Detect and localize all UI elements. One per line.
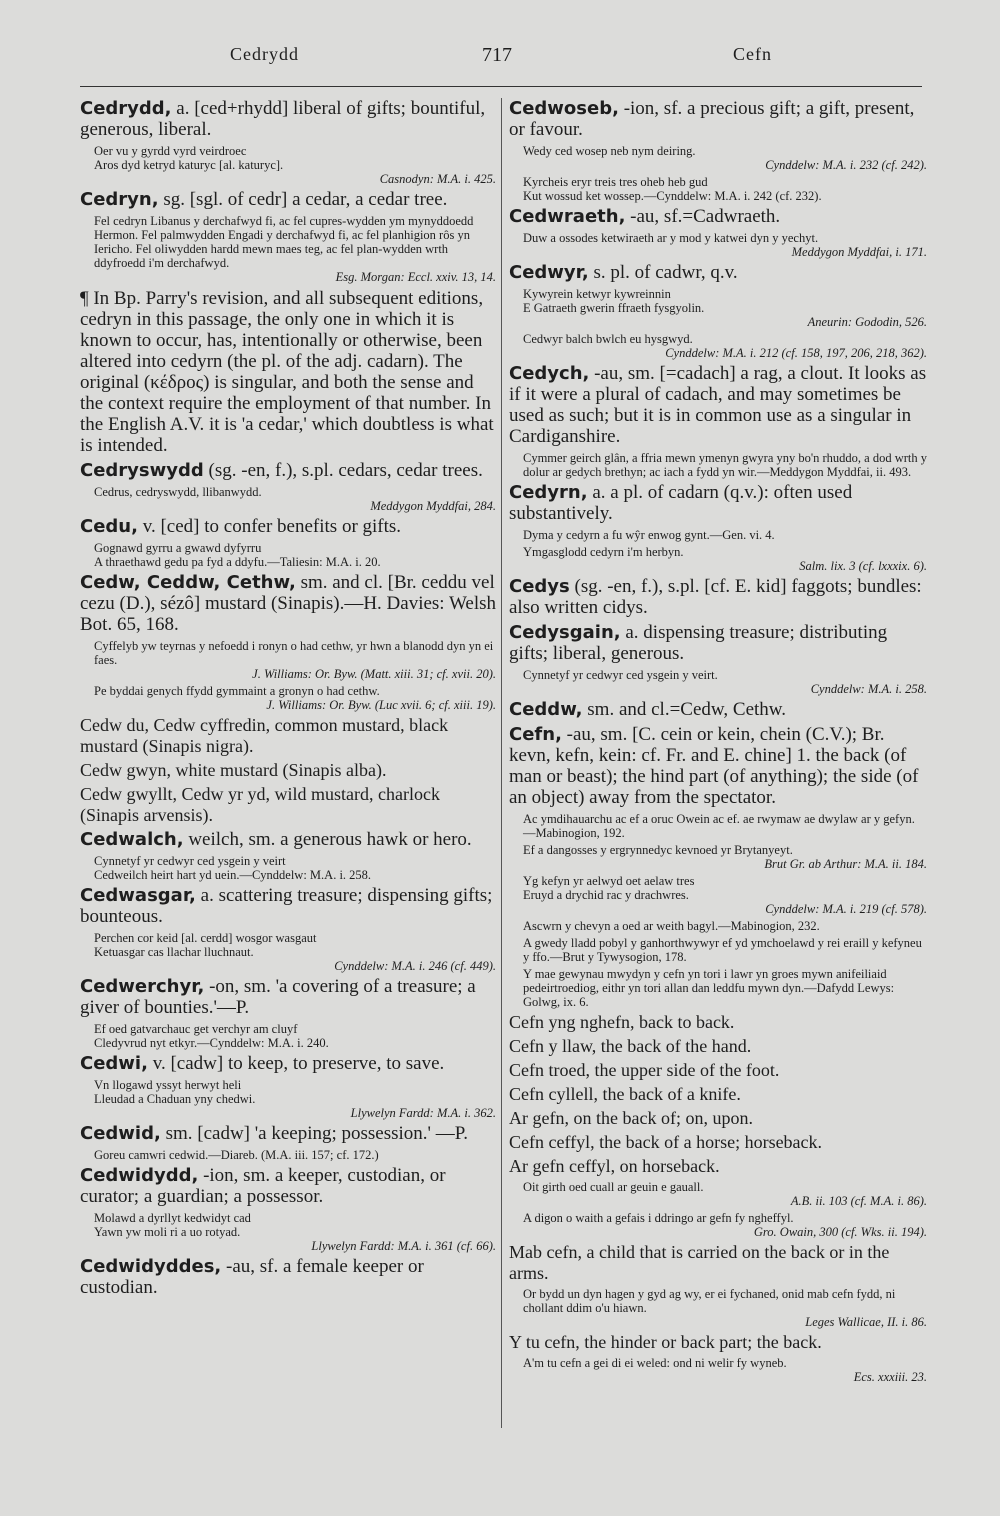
- citation-block: [509, 451, 927, 479]
- citation-block: [80, 931, 496, 973]
- citation-line: Cymmer geirch glân, a ffria mewn ymenyn gwyra yny bo'n rhuddo, a dod wrth y dolur ar gedych brethyn; ac iach a fydd yn wir.—Meddygon Myddfai, ii. 493.: [523, 451, 927, 479]
- header-rule: [80, 86, 922, 87]
- entry-headword: Cedwyr,: [509, 262, 589, 283]
- citation-line: Goreu camwri cedwid.—Diareb. (M.A. iii. 157; cf. 172.): [94, 1148, 379, 1162]
- citation-line: Cyffelyb yw teyrnas y nefoedd i ronyn o had cethw, yr hwn a blanodd dyn yn ei faes.: [94, 639, 494, 667]
- entry-definition: s. pl. of cadwr, q.v.: [593, 262, 738, 283]
- entry-definition: -au, sf. a female keeper or custodian.: [80, 1256, 424, 1298]
- dictionary-entry: [80, 572, 496, 635]
- citation-block: [80, 1022, 496, 1050]
- citation-block: [509, 812, 927, 840]
- sub-entry-phrase: Cefn cyllell, the back of a knife.: [509, 1084, 741, 1104]
- entry-definition: a. a pl. of cadarn (q.v.): often used substantively.: [509, 482, 853, 524]
- entry-headword: Cedu,: [80, 516, 138, 537]
- entry-headword: Cedwid,: [80, 1123, 161, 1144]
- citation-source: Casnodyn: M.A. i. 425.: [379, 172, 496, 186]
- dictionary-entry: [80, 829, 496, 850]
- entry-definition: -on, sm. 'a covering of a treasure; a giver of bounties.'—P.: [80, 976, 476, 1018]
- citation-source: Meddygon Myddfai, 284.: [370, 499, 496, 513]
- entry-headword: Ceddw,: [509, 699, 583, 720]
- entry-headword: Cedwasgar,: [80, 885, 196, 906]
- entry-headword: Cedysgain,: [509, 622, 621, 643]
- citation-block: [80, 1211, 496, 1253]
- citation-line: Cedweilch heirt hart yd uein.—Cynddelw: M.A. i. 258.: [94, 868, 372, 882]
- citation-block: [80, 144, 496, 186]
- citation-source: Aneurin: Gododin, 526.: [807, 315, 927, 329]
- citation-line: A digon o waith a gefais i ddringo ar gefn fy ngheffyl.: [523, 1211, 794, 1225]
- dictionary-entry: [509, 363, 927, 447]
- citation-source: Cynddelw: M.A. i. 232 (cf. 242).: [765, 158, 927, 172]
- entry-headword: Cedys: [509, 576, 570, 597]
- page-number: 717: [482, 44, 512, 66]
- citation-block: [509, 919, 927, 933]
- entry-definition: a. scattering treasure; dispensing gifts; bounteous.: [80, 885, 493, 927]
- citation-block: [80, 1148, 496, 1162]
- dictionary-entry: [509, 724, 927, 808]
- dictionary-entry: [509, 262, 927, 283]
- citation-line: Ketuasgar cas llachar lluchnaut.: [94, 945, 254, 959]
- citation-source: Esg. Morgan: Eccl. xxiv. 13, 14.: [335, 270, 496, 284]
- dictionary-entry: [80, 98, 496, 140]
- citation-line: A'm tu cefn a gei di ei weled: ond ni welir fy wyneb.: [523, 1356, 787, 1370]
- citation-block: [509, 668, 927, 696]
- dictionary-entry: [80, 1256, 496, 1298]
- citation-line: Fel cedryn Libanus y derchafwyd fi, ac fel cupres-wydden ym mynyddoedd Hermon. Fel palmwydden Engadi y derchafwyd fi, ac fel planhigion rôs yn Iericho. Fel oliwydden hardd mewn maes teg, ac fel plan-wydden wrth ddyfroedd i'm derchafwyd.: [94, 214, 474, 270]
- citation-block: [509, 1180, 927, 1208]
- entry-definition: -au, sf.=Cadwraeth.: [630, 206, 781, 227]
- header-right-word: Cefn: [733, 44, 772, 64]
- entry-headword: Cedwerchyr,: [80, 976, 205, 997]
- entry-definition: -au, sm. [=cadach] a rag, a clout. It looks as if it were a plural of cadach, and may sometimes be used as such; but it is in common use as a singular in Cardiganshire.: [509, 363, 927, 447]
- citation-block: [80, 854, 496, 882]
- entry-definition: v. [ced] to confer benefits or gifts.: [142, 516, 402, 537]
- citation-block: [509, 967, 927, 1009]
- citation-line: Oer vu y gyrdd vyrd veirdroec: [94, 144, 247, 158]
- citation-line: Gognawd gyrru a gwawd dyfyrru: [94, 541, 262, 555]
- citation-line: Ascwrn y chevyn a oed ar weith bagyl.—Mabinogion, 232.: [523, 919, 820, 933]
- dictionary-entry: [80, 1165, 496, 1207]
- citation-line: Kywyrein ketwyr kywreinnin: [523, 287, 671, 301]
- sub-entry-phrase: Cedw du, Cedw cyffredin, common mustard, black mustard (Sinapis nigra).: [80, 715, 449, 756]
- dictionary-entry: [80, 516, 496, 537]
- right-column: [509, 98, 927, 1478]
- citation-line: Or bydd un dyn hagen y gyd ag wy, er ei fychaned, onid mab cefn fydd, ni chollant ddim o'u hiawn.: [523, 1287, 896, 1315]
- entry-headword: Cefn,: [509, 724, 562, 745]
- header-left-word: Cedrydd: [230, 44, 299, 64]
- entry-definition: sg. [sgl. of cedr] a cedar, a cedar tree.: [163, 189, 448, 210]
- entry-headword: Cedych,: [509, 363, 590, 384]
- citation-line: Ac ymdihauarchu ac ef a oruc Owein ac ef. ae rwymaw ae dwylaw ar y gefyn.—Mabinogion, 192.: [523, 812, 915, 840]
- sub-entry-phrase: Cedw gwyn, white mustard (Sinapis alba).: [80, 760, 387, 780]
- citation-line: Oit girth oed cuall ar geuin e gauall.: [523, 1180, 704, 1194]
- sub-entry-phrase: Mab cefn, a child that is carried on the back or in the arms.: [509, 1242, 890, 1283]
- sub-entry-phrase: Cefn troed, the upper side of the foot.: [509, 1060, 780, 1080]
- citation-source: Llywelyn Fardd: M.A. i. 362.: [350, 1106, 496, 1120]
- citation-line: Kyrcheis eryr treis tres oheb heb gud: [523, 175, 708, 189]
- citation-line: A gwedy lladd pobyl y ganhorthwywyr ef yd ymchoelawd y rei eraill y kefyneu y ffo.—Brut y Tywysogion, 178.: [523, 936, 922, 964]
- citation-line: Duw a ossodes ketwiraeth ar y mod y katwei dyn y yechyt.: [523, 231, 819, 245]
- citation-block: [80, 1078, 496, 1120]
- citation-line: Eruyd a drychid rac y drachwres.: [523, 888, 689, 902]
- citation-block: [509, 1211, 927, 1239]
- citation-source: Brut Gr. ab Arthur: M.A. ii. 184.: [764, 857, 927, 871]
- entry-definition: -ion, sm. a keeper, custodian, or curator; a guardian; a possessor.: [80, 1165, 446, 1207]
- citation-block: [509, 231, 927, 259]
- entry-definition: weilch, sm. a generous hawk or hero.: [188, 829, 472, 850]
- entry-headword: Cedwi,: [80, 1053, 148, 1074]
- entry-definition: sm. and cl.=Cedw, Cethw.: [587, 699, 787, 720]
- entry-headword: Cedryn,: [80, 189, 159, 210]
- entry-definition: (sg. -en, f.), s.pl. [cf. E. kid] faggots; bundles: also written cidys.: [509, 576, 922, 618]
- citation-block: [80, 485, 496, 513]
- entry-definition: sm. and cl. [Br. ceddu vel cezu (D.), sézô] mustard (Sinapis).—H. Davies: Welsh Bot. 65, 168.: [80, 572, 496, 635]
- sub-entry-phrase: Ar gefn ceffyl, on horseback.: [509, 1156, 720, 1176]
- dictionary-entry: [509, 482, 927, 524]
- citation-block: [509, 332, 927, 360]
- sub-entry-phrase: Cedw gwyllt, Cedw yr yd, wild mustard, charlock (Sinapis arvensis).: [80, 784, 440, 825]
- dictionary-entry: [509, 699, 927, 720]
- citation-line: Y mae gewynau mwydyn y cefn yn tori i lawr yn groes mywn anifeiliaid pedeirtroediog, eithr yn tori allan dan leddfu mywn dyn.—Dafydd Lewys: Golwg, ix. 6.: [523, 967, 895, 1009]
- entry-definition: v. [cadw] to keep, to preserve, to save.: [152, 1053, 445, 1074]
- entry-headword: Cedyrn,: [509, 482, 588, 503]
- entry-headword: Cedw, Ceddw, Cethw,: [80, 572, 296, 593]
- sub-entry-phrase: Y tu cefn, the hinder or back part; the back.: [509, 1332, 822, 1352]
- entry-definition: a. [ced+rhydd] liberal of gifts; bountiful, generous, liberal.: [80, 98, 486, 140]
- citation-line: Aros dyd ketryd katuryc [al. katuryc].: [94, 158, 284, 172]
- citation-line: Cledyvrud nyt etkyr.—Cynddelw: M.A. i. 240.: [94, 1036, 329, 1050]
- left-column: [80, 98, 496, 1448]
- citation-line: Kut wossud ket wossep.—Cynddelw: M.A. i. 242 (cf. 232).: [523, 189, 822, 203]
- citation-line: Cynnetyf yr cedwyr ced ysgein y veirt.: [523, 668, 718, 682]
- citation-line: Molawd a dyrllyt kedwidyt cad: [94, 1211, 251, 1225]
- citation-line: Perchen cor keid [al. cerdd] wosgor wasgaut: [94, 931, 317, 945]
- citation-block: [80, 684, 496, 712]
- sub-entry-phrase: Cefn y llaw, the back of the hand.: [509, 1036, 752, 1056]
- sub-entry-phrase: Cefn yng nghefn, back to back.: [509, 1012, 735, 1032]
- citation-source: Meddygon Myddfai, i. 171.: [791, 245, 927, 259]
- entry-definition: sm. [cadw] 'a keeping; possession.' —P.: [165, 1123, 468, 1144]
- dictionary-entry: [80, 976, 496, 1018]
- citation-source: Cynddelw: M.A. i. 219 (cf. 578).: [765, 902, 927, 916]
- dictionary-entry: [509, 622, 927, 664]
- entry-headword: Cedwoseb,: [509, 98, 619, 119]
- citation-source: Cynddelw: M.A. i. 258.: [810, 682, 927, 696]
- citation-source: Cynddelw: M.A. i. 246 (cf. 449).: [334, 959, 496, 973]
- sub-entry-phrase: Ar gefn, on the back of; on, upon.: [509, 1108, 753, 1128]
- entry-definition: a. dispensing treasure; distributing gifts; liberal, generous.: [509, 622, 888, 664]
- column-divider: [501, 98, 502, 1428]
- note-paragraph: ¶ In Bp. Parry's revision, and all subsequent editions, cedryn in this passage, the only one in which it is known to occur, has, intentionally or otherwise, been altered into cedyrn (the pl. of the adj. cadarn). The original (κέδρος) is singular, and both the sense and the context require the employment of that number. In the English A.V. it is 'a cedar,' which doubtless is what is intended.: [80, 288, 494, 456]
- citation-source: Llywelyn Fardd: M.A. i. 361 (cf. 66).: [311, 1239, 496, 1253]
- page-header: [80, 44, 922, 78]
- citation-line: Dyma y cedyrn a fu wŷr enwog gynt.—Gen. vi. 4.: [523, 528, 775, 542]
- citation-block: [509, 843, 927, 871]
- entry-headword: Cedwidydd,: [80, 1165, 199, 1186]
- entry-definition: -au, sm. [C. cein or kein, chein (C.V.); Br. kevn, kefn, kein: cf. Fr. and E. chine] 1. the back (of man or beast); the hind part (of anything); the side (of an object) away from the spectator.: [509, 724, 919, 808]
- citation-line: A thraethawd gedu pa fyd a ddyfu.—Taliesin: M.A. i. 20.: [94, 555, 381, 569]
- citation-line: Yawn yw moli ri a uo rotyad.: [94, 1225, 241, 1239]
- citation-line: Lleudad a Chaduan yny chedwi.: [94, 1092, 256, 1106]
- citation-line: Cedrus, cedryswydd, llibanwydd.: [94, 485, 262, 499]
- citation-source: Gro. Owain, 300 (cf. Wks. ii. 194).: [753, 1225, 927, 1239]
- citation-block: [509, 1287, 927, 1329]
- citation-block: [509, 144, 927, 172]
- dictionary-entry: [80, 1053, 496, 1074]
- citation-block: [509, 287, 927, 329]
- citation-block: [509, 1356, 927, 1384]
- citation-block: [509, 528, 927, 542]
- entry-headword: Cedrydd,: [80, 98, 172, 119]
- citation-line: Cynnetyf yr cedwyr ced ysgein y veirt: [94, 854, 286, 868]
- dictionary-entry: [509, 206, 927, 227]
- entry-headword: Cedwidyddes,: [80, 1256, 222, 1277]
- dictionary-entry: [509, 98, 927, 140]
- entry-headword: Cedwraeth,: [509, 206, 626, 227]
- citation-source: Salm. lix. 3 (cf. lxxxix. 6).: [799, 559, 927, 573]
- citation-block: [509, 936, 927, 964]
- citation-line: Vn llogawd yssyt herwyt heli: [94, 1078, 242, 1092]
- dictionary-entry: [80, 885, 496, 927]
- citation-line: Ymgasglodd cedyrn i'm herbyn.: [523, 545, 684, 559]
- citation-source: J. Williams: Or. Byw. (Luc xvii. 6; cf. xiii. 19).: [266, 698, 496, 712]
- citation-line: Ef oed gatvarchauc get verchyr am cluyf: [94, 1022, 298, 1036]
- citation-line: Pe byddai genych ffydd gymmaint a gronyn o had cethw.: [94, 684, 380, 698]
- entry-definition: -ion, sf. a precious gift; a gift, present, or favour.: [509, 98, 915, 140]
- citation-block: [509, 874, 927, 916]
- citation-block: [80, 214, 496, 284]
- dictionary-entry: [80, 189, 496, 210]
- sub-entry-phrase: Cefn ceffyl, the back of a horse; horseback.: [509, 1132, 823, 1152]
- citation-line: Wedy ced wosep neb nym deiring.: [523, 144, 696, 158]
- citation-block: [80, 639, 496, 681]
- citation-source: J. Williams: Or. Byw. (Matt. xiii. 31; cf. xvii. 20).: [252, 667, 496, 681]
- citation-line: E Gatraeth gwerin ffraeth fysgyolin.: [523, 301, 705, 315]
- entry-headword: Cedryswydd: [80, 460, 204, 481]
- citation-source: Ecs. xxxiii. 23.: [853, 1370, 927, 1384]
- dictionary-entry: [80, 1123, 496, 1144]
- citation-block: [509, 545, 927, 573]
- citation-line: Yg kefyn yr aelwyd oet aelaw tres: [523, 874, 695, 888]
- citation-block: [80, 541, 496, 569]
- citation-block: [509, 175, 927, 203]
- citation-line: Cedwyr balch bwlch eu hysgwyd.: [523, 332, 693, 346]
- dictionary-entry: [80, 460, 496, 481]
- entry-headword: Cedwalch,: [80, 829, 184, 850]
- citation-source: Leges Wallicae, II. i. 86.: [805, 1315, 927, 1329]
- citation-source: A.B. ii. 103 (cf. M.A. i. 86).: [790, 1194, 927, 1208]
- citation-source: Cynddelw: M.A. i. 212 (cf. 158, 197, 206, 218, 362).: [665, 346, 927, 360]
- dictionary-entry: [509, 576, 927, 618]
- citation-line: Ef a dangosses y ergrynnedyc kevnoed yr Brytanyeyt.: [523, 843, 793, 857]
- entry-definition: (sg. -en, f.), s.pl. cedars, cedar trees.: [208, 460, 483, 481]
